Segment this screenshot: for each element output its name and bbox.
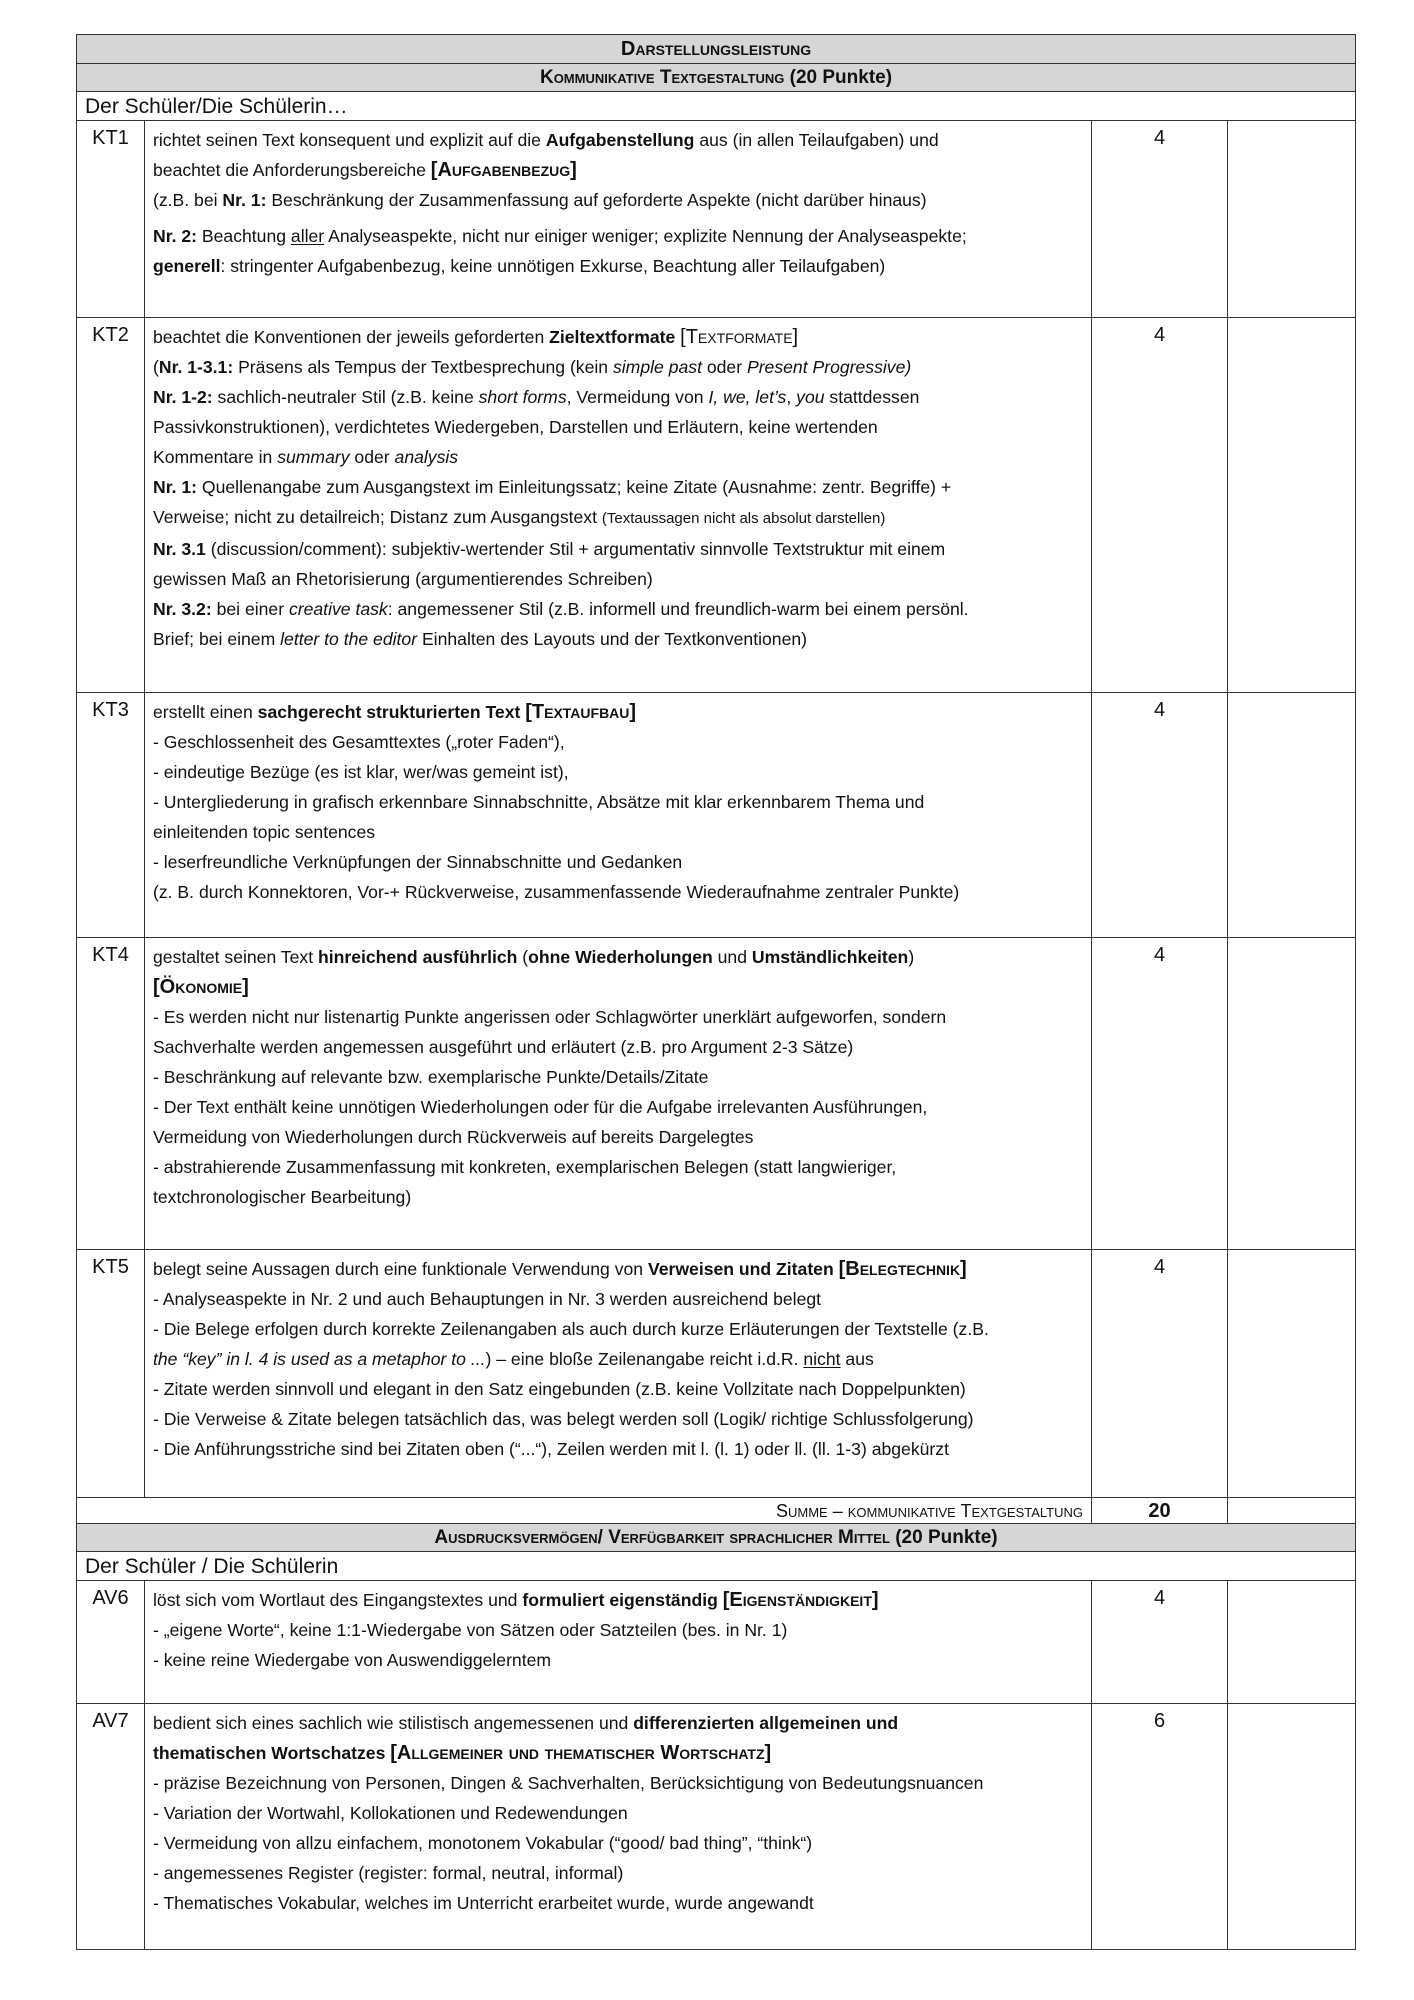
summary-score-cell[interactable] [1228, 1498, 1356, 1524]
score-entry-cell[interactable] [1228, 1250, 1356, 1498]
score-entry-cell[interactable] [1228, 121, 1356, 318]
criterion-max-points: 4 [1092, 318, 1228, 693]
score-entry-cell[interactable] [1228, 1704, 1356, 1950]
criterion-code: AV6 [77, 1581, 145, 1704]
criterion-description: gestaltet seinen Text hinreichend ausführlich (ohne Wiederholungen und Umständlichkeiten) [Ökonomie] - Es werden nicht nur listenartig Punkte angerissen oder Schlagwörter unerklärt aufgeworfen, sondern Sachverhalte werden angemessen ausgeführt und erläutert (z.B. pro Argument 2-3 Sätze) - Beschränkung auf relevante bzw. exemplarische Punkte/Details/Zitate - Der Text enthält keine unnötigen Wiederholungen oder für die Aufgabe irrelevanten Ausführungen, Vermeidung von Wiederholungen durch Rückverweis auf bereits Dargelegtes - abstrahierende Zusammenfassung mit konkreten, exemplarischen Belegen (statt langwieriger, textchronologischer Bearbeitung) [145, 938, 1092, 1250]
criterion-code: KT2 [77, 318, 145, 693]
criterion-code: KT3 [77, 693, 145, 938]
criterion-description: richtet seinen Text konsequent und explizit auf die Aufgabenstellung aus (in allen Teilaufgaben) und beachtet die Anforderungsbereiche [Aufgabenbezug] (z.B. bei Nr. 1: Beschränkung der Zusammenfassung auf geforderte Aspekte (nicht darüber hinaus) Nr. 2: Beachtung aller Analyseaspekte, nicht nur einiger weniger; explizite Nennung der Analyseaspekte; generell: stringenter Aufgabenbezug, keine unnötigen Exkurse, Beachtung aller Teilaufgaben) [145, 121, 1092, 318]
criterion-tag: [Aufgabenbezug] [430, 159, 577, 181]
criterion-tag: [Belegtechnik] [838, 1258, 967, 1280]
criterion-max-points: 4 [1092, 693, 1228, 938]
criterion-row-kt4 [77, 938, 1356, 1250]
section1-title: Kommunikative Textgestaltung (20 Punkte) [77, 64, 1356, 92]
criterion-max-points: 4 [1092, 121, 1228, 318]
criterion-row-kt5 [77, 1250, 1356, 1498]
criterion-max-points: 4 [1092, 1250, 1228, 1498]
score-entry-cell[interactable] [1228, 938, 1356, 1250]
summary-row [77, 1498, 1356, 1524]
section1-title-row [77, 64, 1356, 92]
section1-intro-row [77, 92, 1356, 121]
criterion-row-kt1 [77, 121, 1356, 318]
criterion-code: KT1 [77, 121, 145, 318]
criterion-description: belegt seine Aussagen durch eine funktionale Verwendung von Verweisen und Zitaten [Belegtechnik] - Analyseaspekte in Nr. 2 und auch Behauptungen in Nr. 3 werden ausreichend belegt - Die Belege erfolgen durch korrekte Zeilenangaben als auch durch kurze Erläuterungen der Textstelle (z.B. the “key” in l. 4 is used as a metaphor to ...) – eine bloße Zeilenangabe reicht i.d.R. nicht aus - Zitate werden sinnvoll und elegant in den Satz eingebunden (z.B. keine Vollzitate nach Doppelpunkten) - Die Verweise & Zitate belegen tatsächlich das, was belegt werden soll (Logik/ richtige Schlussfolgerung) - Die Anführungsstriche sind bei Zitaten oben (“...“), Zeilen werden mit l. (l. 1) oder ll. (ll. 1-3) abgekürzt [145, 1250, 1092, 1498]
criterion-row-av6 [77, 1581, 1356, 1704]
summary-label: Summe – kommunikative Textgestaltung [77, 1498, 1092, 1524]
criterion-tag: [Allgemeiner und thematischer Wortschatz] [390, 1742, 772, 1764]
criterion-tag: [Ökonomie] [153, 976, 249, 998]
criterion-max-points: 4 [1092, 938, 1228, 1250]
section2-intro-row [77, 1552, 1356, 1581]
criterion-tag: [Eigenständigkeit] [722, 1589, 879, 1611]
main-title-row [77, 35, 1356, 64]
section2-intro: Der Schüler / Die Schülerin [77, 1552, 1356, 1581]
criterion-tag: [Textaufbau] [525, 701, 637, 723]
criterion-row-av7 [77, 1704, 1356, 1950]
criterion-description: erstellt einen sachgerecht strukturierten Text [Textaufbau] - Geschlossenheit des Gesamttextes („roter Faden“), - eindeutige Bezüge (es ist klar, wer/was gemeint ist), - Untergliederung in grafisch erkennbare Sinnabschnitte, Absätze mit klar erkennbarem Thema und einleitenden topic sentences - leserfreundliche Verknüpfungen der Sinnabschnitte und Gedanken (z. B. durch Konnektoren, Vor-+ Rückverweise, zusammenfassende Wiederaufnahme zentraler Punkte) [145, 693, 1092, 938]
score-entry-cell[interactable] [1228, 693, 1356, 938]
criterion-code: KT4 [77, 938, 145, 1250]
criterion-description: bedient sich eines sachlich wie stilistisch angemessenen und differenzierten allgemeinen und thematischen Wortschatzes [Allgemeiner und thematischer Wortschatz] - präzise Bezeichnung von Personen, Dingen & Sachverhalten, Berücksichtigung von Bedeutungsnuancen - Variation der Wortwahl, Kollokationen und Redewendungen - Vermeidung von allzu einfachem, monotonem Vokabular (“good/ bad thing”, “think“) - angemessenes Register (register: formal, neutral, informal) - Thematisches Vokabular, welches im Unterricht erarbeitet wurde, wurde angewandt [145, 1704, 1092, 1950]
summary-total: 20 [1092, 1498, 1228, 1524]
criterion-code: KT5 [77, 1250, 145, 1498]
criterion-description: beachtet die Konventionen der jeweils geforderten Zieltextformate [Textformate] (Nr. 1-3.1: Präsens als Tempus der Textbesprechung (kein simple past oder Present Progressive) Nr. 1-2: sachlich-neutraler Stil (z.B. keine short forms, Vermeidung von I, we, let’s, you stattdessen Passivkonstruktionen), verdichtetes Wiedergeben, Darstellen und Erläutern, keine wertenden Kommentare in summary oder analysis Nr. 1: Quellenangabe zum Ausgangstext im Einleitungssatz; keine Zitate (Ausnahme: zentr. Begriffe) + Verweise; nicht zu detailreich; Distanz zum Ausgangstext (Textaussagen nicht als absolut darstellen) Nr. 3.1 (discussion/comment): subjektiv-wertender Stil + argumentativ sinnvolle Textstruktur mit einem gewissen Maß an Rhetorisierung (argumentierendes Schreiben) Nr. 3.2: bei einer creative task: angemessener Stil (z.B. informell und freundlich-warm bei einem persönl. Brief; bei einem letter to the editor Einhalten des Layouts und der Textkonventionen) [145, 318, 1092, 693]
score-entry-cell[interactable] [1228, 318, 1356, 693]
section2-title-row [77, 1524, 1356, 1552]
section1-intro: Der Schüler/Die Schülerin… [77, 92, 1356, 121]
criterion-max-points: 4 [1092, 1581, 1228, 1704]
main-title: Darstellungsleistung [77, 35, 1356, 64]
criterion-tag: [Textformate] [680, 326, 799, 348]
criterion-row-kt3 [77, 693, 1356, 938]
assessment-rubric-table [76, 34, 1356, 1950]
criterion-row-kt2 [77, 318, 1356, 693]
criterion-code: AV7 [77, 1704, 145, 1950]
score-entry-cell[interactable] [1228, 1581, 1356, 1704]
criterion-description: löst sich vom Wortlaut des Eingangstextes und formuliert eigenständig [Eigenständigkeit] - „eigene Worte“, keine 1:1-Wiedergabe von Sätzen oder Satzteilen (bes. in Nr. 1) - keine reine Wiedergabe von Auswendiggelerntem [145, 1581, 1092, 1704]
section2-title: Ausdrucksvermögen/ Verfügbarkeit sprachlicher Mittel (20 Punkte) [77, 1524, 1356, 1552]
criterion-max-points: 6 [1092, 1704, 1228, 1950]
